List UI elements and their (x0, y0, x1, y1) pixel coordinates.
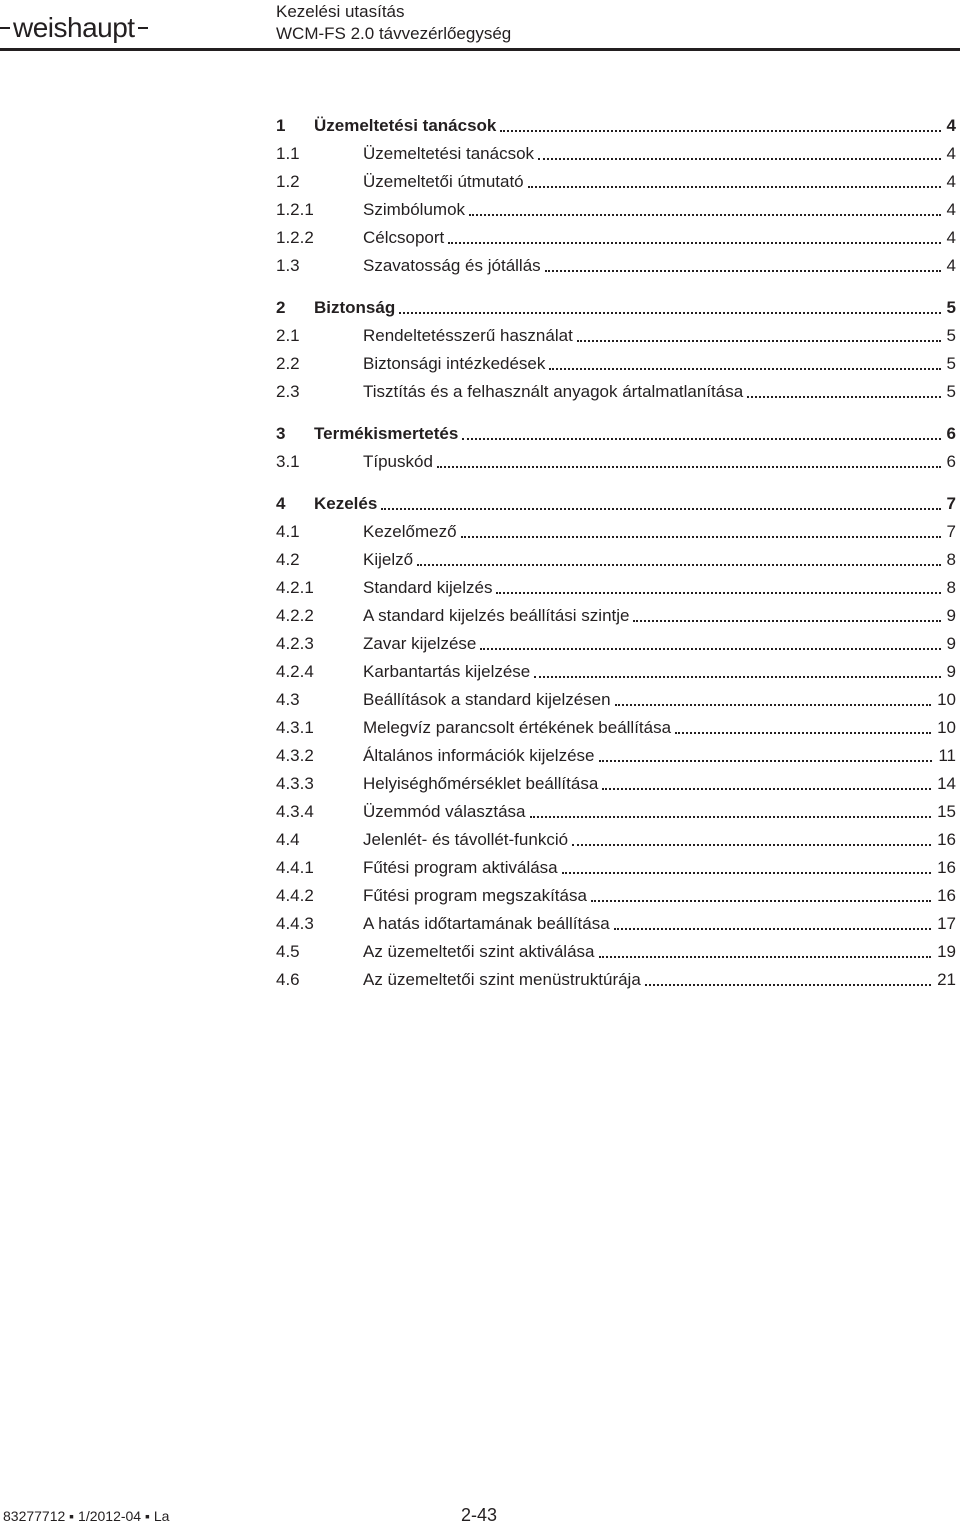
toc-entry-number: 4.3.1 (276, 718, 314, 737)
toc-entry-title: A hatás időtartamának beállítása (363, 914, 610, 933)
toc-entry-number: 2 (276, 298, 286, 317)
toc-entry[interactable] (276, 851, 956, 879)
toc-entry[interactable] (276, 137, 956, 165)
toc-entry-page: 16 (937, 886, 956, 905)
toc-entry-number: 1.1 (276, 144, 300, 163)
toc-entry[interactable] (276, 109, 956, 137)
toc-entry-number: 2.2 (276, 354, 300, 373)
toc-entry-page: 5 (946, 326, 956, 345)
toc-entry-number: 4.1 (276, 522, 300, 541)
toc-entry-page: 4 (946, 116, 956, 135)
header-divider (0, 48, 960, 51)
toc-entry[interactable] (276, 823, 956, 851)
toc-entry-number: 2.3 (276, 382, 300, 401)
footer-page-number: 2-43 (461, 1505, 498, 1525)
toc-entry[interactable] (276, 627, 956, 655)
toc-dot-leader (549, 368, 940, 370)
toc-entry-page: 9 (946, 662, 956, 681)
toc-entry-page: 8 (946, 550, 956, 569)
toc-entry-page: 16 (937, 858, 956, 877)
toc-entry-title: Üzemeltetési tanácsok (363, 144, 535, 163)
toc-entry[interactable] (276, 291, 956, 319)
toc-entry[interactable] (276, 165, 956, 193)
toc-entry-page: 5 (946, 382, 956, 401)
toc-dot-leader (500, 130, 940, 132)
toc-entry-page: 5 (946, 354, 956, 373)
weishaupt-logo (0, 8, 148, 48)
toc-entry-title: Kezelőmező (363, 522, 457, 541)
toc-entry[interactable] (276, 347, 956, 375)
toc-entry[interactable] (276, 907, 956, 935)
toc-entry[interactable] (276, 655, 956, 683)
footer-document-id: 83277712 ▪ 1/2012-04 ▪ La (3, 1508, 170, 1524)
toc-dot-leader (599, 760, 933, 762)
toc-entry-title: Karbantartás kijelzése (363, 662, 531, 681)
toc-dot-leader (528, 186, 941, 188)
toc-entry-page: 17 (937, 914, 956, 933)
toc-entry[interactable] (276, 683, 956, 711)
toc-entry[interactable] (276, 599, 956, 627)
toc-entry[interactable] (276, 739, 956, 767)
toc-entry-number: 1.2 (276, 172, 300, 191)
toc-dot-leader (496, 592, 940, 594)
logo-right-dash (138, 27, 148, 29)
toc-entry-number: 2.1 (276, 326, 300, 345)
toc-entry-title: Kezelés (314, 494, 378, 513)
toc-entry-number: 4.2.3 (276, 634, 314, 653)
toc-entry-number: 1 (276, 116, 286, 135)
toc-entry-title: Biztonsági intézkedések (363, 354, 546, 373)
document-title (276, 1, 511, 45)
toc-entry-number: 4.2.4 (276, 662, 314, 681)
toc-dot-leader (538, 158, 941, 160)
toc-entry-number: 4.2.2 (276, 606, 314, 625)
toc-entry-title: Termékismertetés (314, 424, 459, 443)
toc-entry[interactable] (276, 487, 956, 515)
toc-entry-number: 4.3.3 (276, 774, 314, 793)
toc-entry-page: 4 (946, 200, 956, 219)
toc-entry-number: 4.4 (276, 830, 300, 849)
toc-entry-title: Szimbólumok (363, 200, 466, 219)
toc-dot-leader (462, 438, 940, 440)
toc-entry-title: A standard kijelzés beállítási szintje (363, 606, 630, 625)
toc-entry-page: 6 (946, 452, 956, 471)
toc-entry-title: Fűtési program megszakítása (363, 886, 587, 905)
toc-entry-page: 14 (937, 774, 956, 793)
toc-dot-leader (645, 984, 931, 986)
toc-entry-title: Üzemeltetési tanácsok (314, 116, 497, 135)
toc-entry-number: 4.4.3 (276, 914, 314, 933)
toc-dot-leader (381, 508, 940, 510)
toc-entry-title: Általános információk kijelzése (363, 746, 595, 765)
toc-entry-page: 7 (946, 522, 956, 541)
toc-entry-title: Az üzemeltetői szint aktiválása (363, 942, 595, 961)
toc-entry-title: Típuskód (363, 452, 433, 471)
toc-entry-page: 4 (946, 256, 956, 275)
document-type: Kezelési utasítás (276, 2, 405, 21)
toc-dot-leader (577, 340, 941, 342)
toc-dot-leader (480, 648, 940, 650)
logo-left-dash (0, 27, 10, 29)
toc-dot-leader (614, 928, 931, 930)
toc-entry-title: Szavatosság és jótállás (363, 256, 541, 275)
product-name: WCM-FS 2.0 távvezérlőegység (276, 24, 512, 43)
toc-entry-title: Kijelző (363, 550, 414, 569)
toc-entry-number: 4.3 (276, 690, 300, 709)
toc-entry-title: Tisztítás és a felhasznált anyagok ártalmatlanítása (363, 382, 744, 401)
toc-entry-page: 21 (937, 970, 956, 989)
toc-entry-title: Standard kijelzés (363, 578, 493, 597)
toc-entry-title: Üzemeltetői útmutató (363, 172, 524, 191)
toc-entry-page: 10 (937, 718, 956, 737)
toc-dot-leader (591, 900, 931, 902)
toc-entry-title: Az üzemeltetői szint menüstruktúrája (363, 970, 641, 989)
toc-dot-leader (615, 704, 931, 706)
toc-entry[interactable] (276, 711, 956, 739)
toc-dot-leader (461, 536, 941, 538)
toc-entry[interactable] (276, 417, 956, 445)
toc-entry-number: 4.4.1 (276, 858, 314, 877)
toc-dot-leader (545, 270, 941, 272)
logo-wordmark: weishaupt (13, 12, 135, 43)
toc-entry-title: Biztonság (314, 298, 396, 317)
toc-entry-page: 19 (937, 942, 956, 961)
toc-entry[interactable] (276, 935, 956, 963)
toc-entry-title: Zavar kijelzése (363, 634, 477, 653)
toc-dot-leader (534, 676, 940, 678)
toc-entry-number: 1.2.1 (276, 200, 314, 219)
toc-dot-leader (417, 564, 940, 566)
toc-entry[interactable] (276, 767, 956, 795)
toc-entry[interactable] (276, 319, 956, 347)
toc-dot-leader (572, 844, 931, 846)
toc-entry-page: 16 (937, 830, 956, 849)
toc-entry-page: 10 (937, 690, 956, 709)
toc-entry-title: Fűtési program aktiválása (363, 858, 558, 877)
toc-entry-number: 4.2.1 (276, 578, 314, 597)
toc-entry[interactable] (276, 515, 956, 543)
toc-dot-leader (437, 466, 941, 468)
toc-entry-number: 3.1 (276, 452, 300, 471)
toc-entry[interactable] (276, 221, 956, 249)
toc-entry-page: 8 (946, 578, 956, 597)
toc-entry-page: 4 (946, 228, 956, 247)
toc-dot-leader (633, 620, 940, 622)
toc-entry-page: 9 (946, 606, 956, 625)
toc-dot-leader (747, 396, 940, 398)
toc-dot-leader (602, 788, 931, 790)
toc-entry-number: 4.3.2 (276, 746, 314, 765)
toc-entry-page: 4 (946, 144, 956, 163)
toc-entry-number: 4.4.2 (276, 886, 314, 905)
toc-dot-leader (530, 816, 932, 818)
toc-entry-page: 9 (946, 634, 956, 653)
toc-entry[interactable] (276, 963, 956, 991)
toc-dot-leader (399, 312, 940, 314)
toc-entry-number: 4.2 (276, 550, 300, 569)
toc-entry-number: 4.6 (276, 970, 300, 989)
toc-entry-page: 15 (937, 802, 956, 821)
toc-entry[interactable] (276, 375, 956, 403)
toc-entry-number: 4.3.4 (276, 802, 314, 821)
toc-entry[interactable] (276, 571, 956, 599)
toc-entry-number: 4.5 (276, 942, 300, 961)
toc-entry-title: Célcsoport (363, 228, 445, 247)
toc-entry[interactable] (276, 879, 956, 907)
toc-entry[interactable] (276, 193, 956, 221)
toc-entry[interactable] (276, 445, 956, 473)
toc-entry-title: Melegvíz parancsolt értékének beállítása (363, 718, 672, 737)
toc-dot-leader (469, 214, 940, 216)
toc-dot-leader (599, 956, 932, 958)
toc-entry-number: 3 (276, 424, 286, 443)
toc-entry-title: Rendeltetésszerű használat (363, 326, 573, 345)
toc-entry-page: 4 (946, 172, 956, 191)
toc-entry-page: 6 (946, 424, 956, 443)
toc-entry-title: Helyiséghőmérséklet beállítása (363, 774, 599, 793)
toc-entry-title: Jelenlét- és távollét-funkció (363, 830, 569, 849)
toc-entry[interactable] (276, 795, 956, 823)
toc-entry-number: 1.3 (276, 256, 300, 275)
toc-entry-page: 11 (938, 746, 956, 765)
toc-entry-page: 7 (946, 494, 956, 513)
toc-dot-leader (448, 242, 940, 244)
toc-entry-title: Üzemmód választása (363, 802, 526, 821)
toc-entry-page: 5 (946, 298, 956, 317)
toc-entry-number: 4 (276, 494, 286, 513)
toc-dot-leader (562, 872, 931, 874)
toc-entry[interactable] (276, 249, 956, 277)
toc-dot-leader (675, 732, 931, 734)
toc-entry[interactable] (276, 543, 956, 571)
toc-entry-title: Beállítások a standard kijelzésen (363, 690, 611, 709)
toc-entry-number: 1.2.2 (276, 228, 314, 247)
